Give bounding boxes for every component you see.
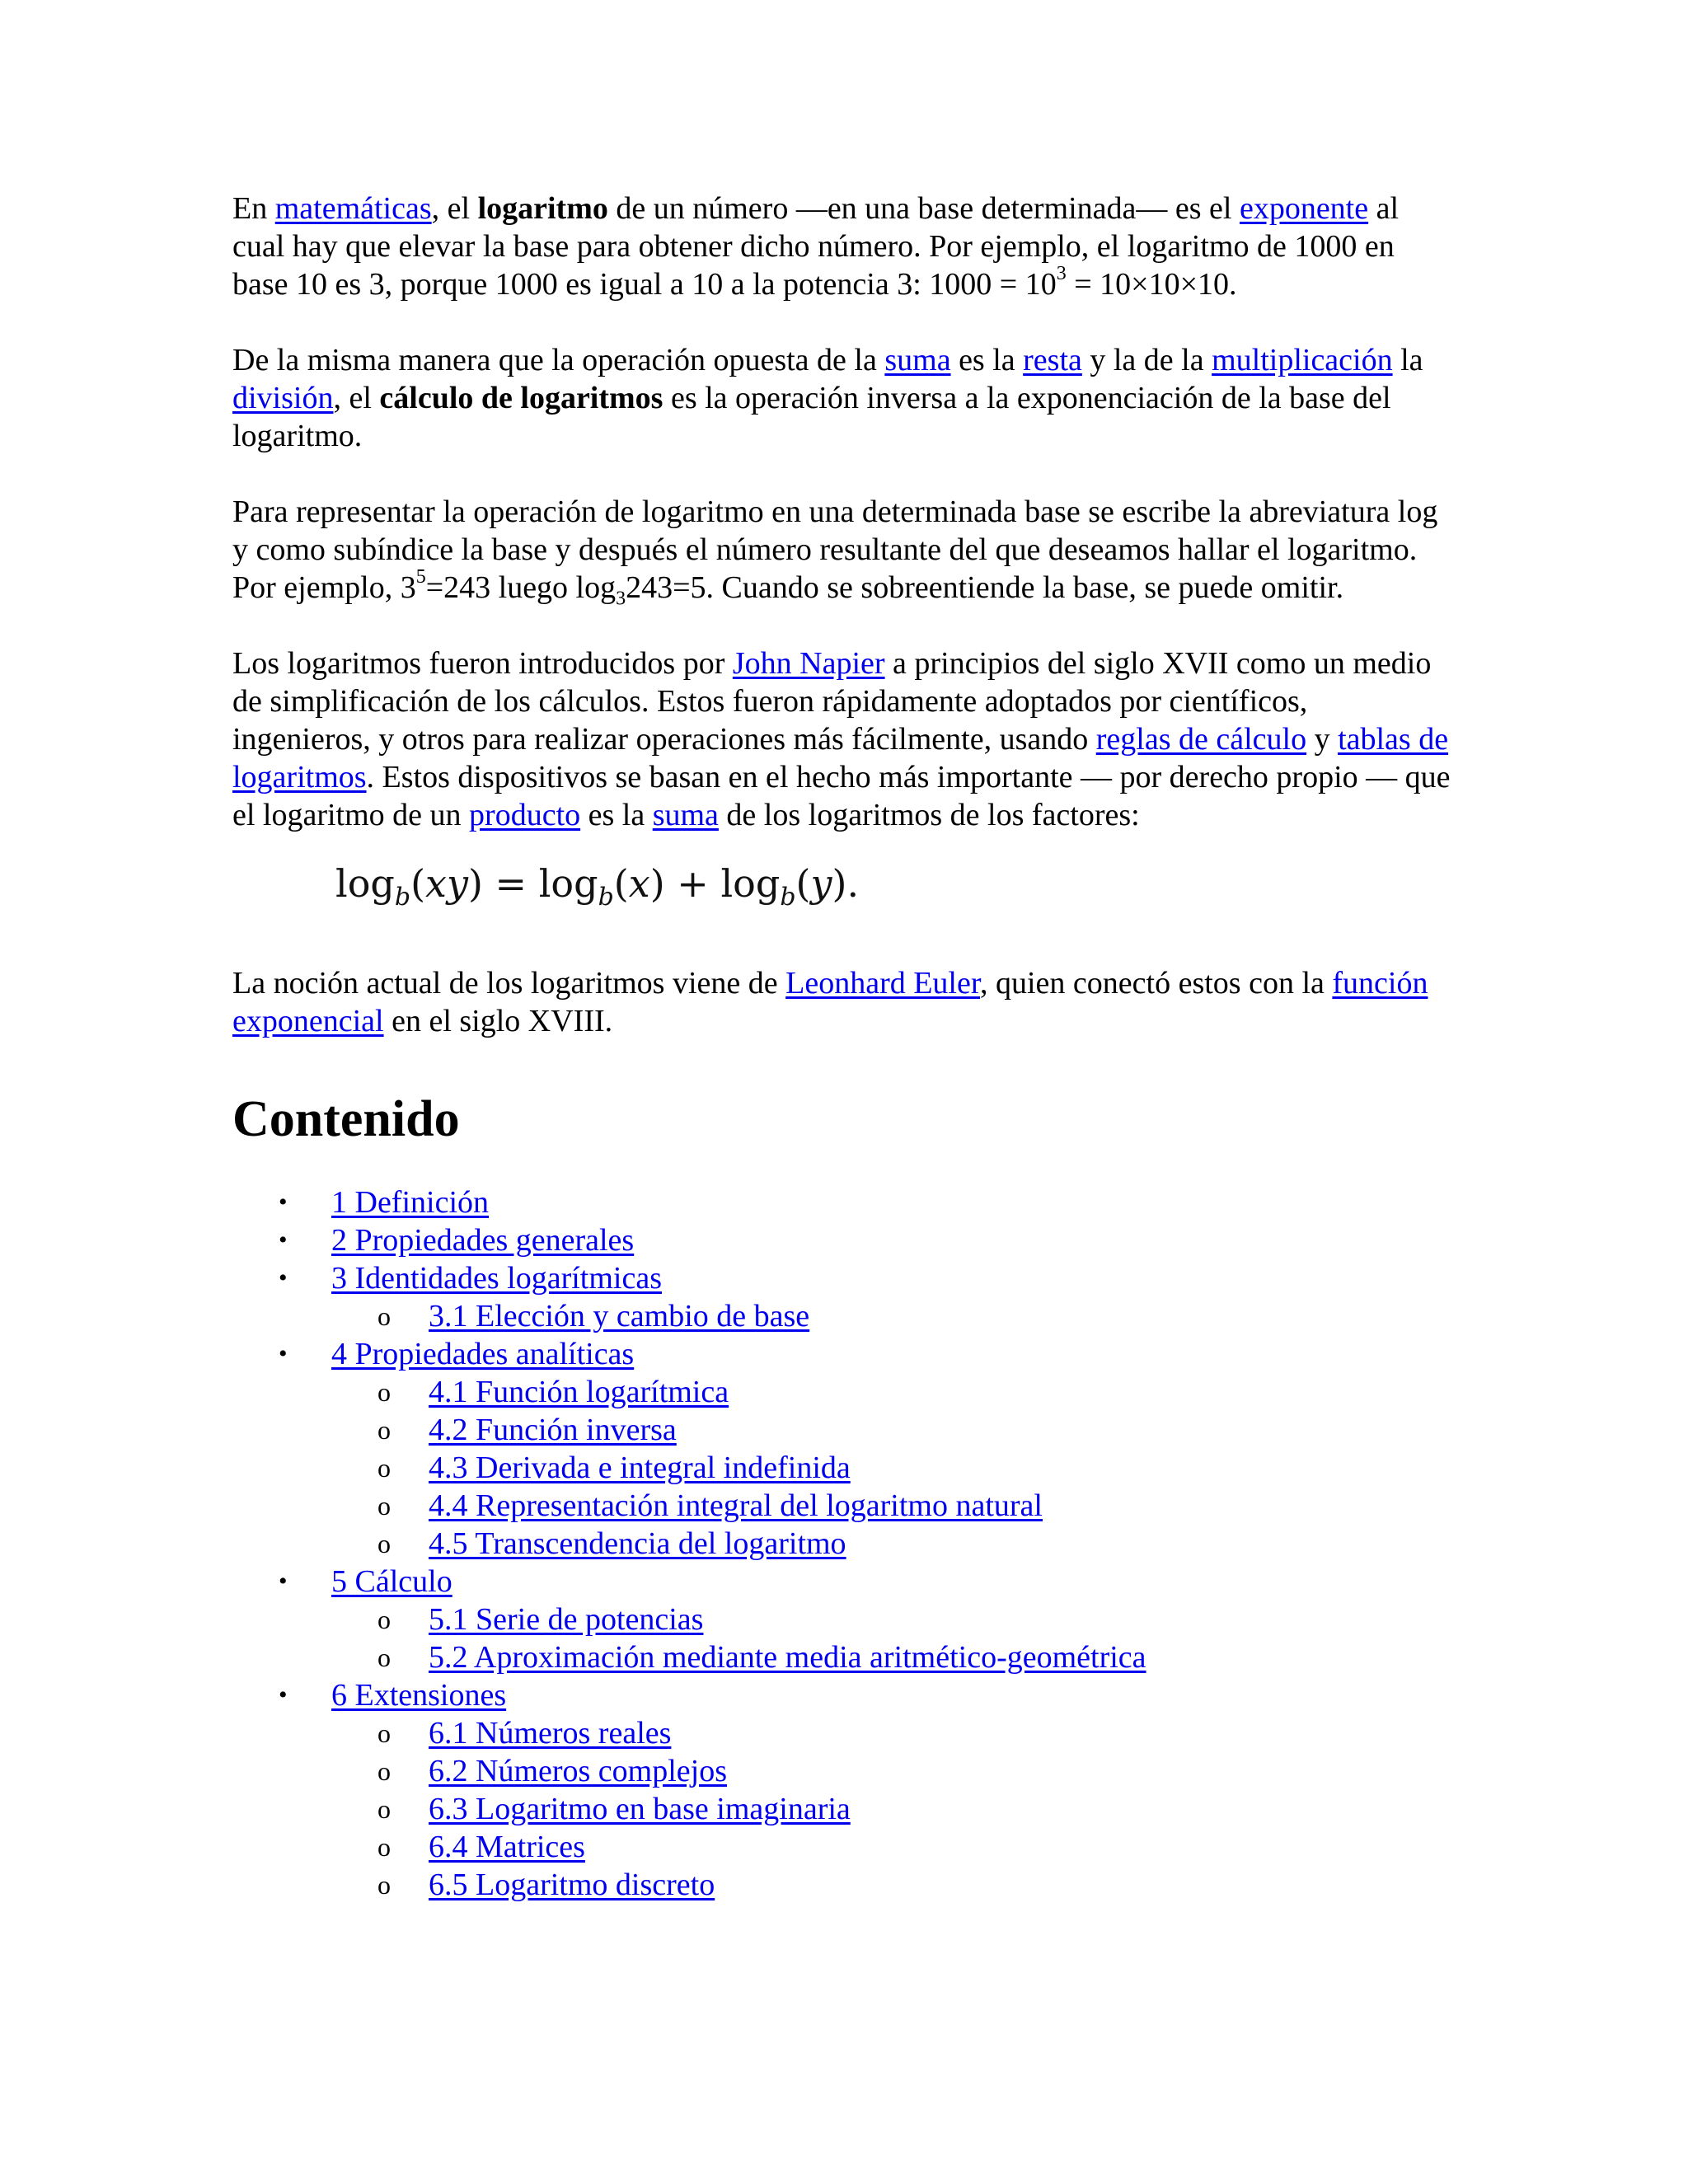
- bullet-icon: •: [279, 1681, 288, 1708]
- toc-link-calculo[interactable]: 5 Cálculo: [331, 1564, 452, 1599]
- link-resta[interactable]: resta: [1023, 343, 1082, 377]
- toc-subitem: [232, 1714, 1452, 1752]
- product-rule-formula: $\log_b(xy) = \log_b(x) + \log_b(y)$.: [335, 861, 860, 912]
- toc-link-representacion-integral[interactable]: 4.4 Representación integral del logaritmo natural: [429, 1488, 1043, 1523]
- toc-link-definicion[interactable]: 1 Definición: [331, 1185, 490, 1220]
- toc-item: [232, 1183, 1452, 1221]
- bullet-icon: •: [279, 1264, 288, 1291]
- toc-subitem: [232, 1866, 1452, 1904]
- toc-link-eleccion-cambio-base[interactable]: 3.1 Elección y cambio de base: [429, 1299, 810, 1333]
- superscript: 5: [415, 566, 426, 588]
- bullet-icon: •: [279, 1340, 288, 1367]
- link-exponente[interactable]: exponente: [1239, 191, 1369, 226]
- circle-bullet-icon: o: [377, 1605, 391, 1634]
- toc-item: [232, 1335, 1452, 1373]
- bullet-icon: •: [279, 1188, 288, 1216]
- toc-link-propiedades-analiticas[interactable]: 4 Propiedades analíticas: [331, 1337, 635, 1371]
- link-suma-2[interactable]: suma: [652, 798, 719, 832]
- toc-item: [232, 1221, 1452, 1259]
- link-reglas-de-calculo[interactable]: reglas de cálculo: [1095, 722, 1307, 757]
- toc-link-propiedades-generales[interactable]: 2 Propiedades generales: [331, 1223, 635, 1258]
- superscript: 3: [1056, 263, 1067, 285]
- toc-item: [232, 1259, 1452, 1297]
- circle-bullet-icon: o: [377, 1415, 391, 1445]
- toc-subitem: [232, 1449, 1452, 1487]
- toc-link-logaritmo-discreto[interactable]: 6.5 Logaritmo discreto: [429, 1868, 715, 1902]
- circle-bullet-icon: o: [377, 1794, 391, 1824]
- history-paragraph: Los logaritmos fueron introducidos por John Napier a principios del siglo XVII como un medio de simplificación de los cálculos. Estos fueron rápidamente adoptados por científicos, ingenieros, y otros para realizar operaciones más fácilmente, usando reglas de cálculo y tablas de logaritmos. Estos dispositivos se basan en el hecho más importante — por derecho propio — que el logaritmo de un producto es la suma de los logaritmos de los factores:: [232, 646, 1451, 832]
- bullet-icon: •: [279, 1226, 288, 1254]
- toc-link-aproximacion-media[interactable]: 5.2 Aproximación mediante media aritmético-geométrica: [429, 1640, 1146, 1675]
- toc-link-extensiones[interactable]: 6 Extensiones: [331, 1678, 507, 1713]
- toc-link-derivada-integral[interactable]: 4.3 Derivada e integral indefinida: [429, 1451, 851, 1485]
- subscript: 3: [616, 588, 626, 610]
- circle-bullet-icon: o: [377, 1491, 391, 1521]
- toc-subitem: [232, 1525, 1452, 1563]
- toc-subitem: [232, 1297, 1452, 1335]
- toc-subitem: [232, 1752, 1452, 1790]
- bold-calculo-de-logaritmos: cálculo de logaritmos: [379, 381, 663, 415]
- table-of-contents: [232, 1183, 1452, 1904]
- bold-logaritmo: logaritmo: [477, 191, 608, 226]
- link-john-napier[interactable]: John Napier: [732, 646, 885, 681]
- link-leonhard-euler[interactable]: Leonhard Euler: [785, 966, 980, 1001]
- toc-link-matrices[interactable]: 6.4 Matrices: [429, 1830, 585, 1864]
- toc-link-numeros-complejos[interactable]: 6.2 Números complejos: [429, 1754, 728, 1788]
- link-division[interactable]: división: [232, 381, 334, 415]
- toc-link-base-imaginaria[interactable]: 6.3 Logaritmo en base imaginaria: [429, 1792, 851, 1826]
- inverse-operation-paragraph: De la misma manera que la operación opuesta de la suma es la resta y la de la multiplicación la división, el cálculo de logaritmos es la operación inversa a la exponenciación de la base del logaritmo.: [232, 343, 1423, 453]
- toc-link-funcion-inversa[interactable]: 4.2 Función inversa: [429, 1413, 677, 1447]
- circle-bullet-icon: o: [377, 1756, 391, 1786]
- link-suma[interactable]: suma: [884, 343, 951, 377]
- toc-subitem: [232, 1790, 1452, 1828]
- toc-subitem: [232, 1411, 1452, 1449]
- toc-item: [232, 1676, 1452, 1714]
- toc-subitem: [232, 1487, 1452, 1525]
- link-funcion-exponencial[interactable]: función exponencial: [232, 966, 1428, 1038]
- euler-paragraph: La noción actual de los logaritmos viene de Leonhard Euler, quien conectó estos con la función exponencial en el siglo XVIII.: [232, 966, 1428, 1038]
- toc-item: [232, 1563, 1452, 1601]
- toc-link-funcion-logaritmica[interactable]: 4.1 Función logarítmica: [429, 1375, 729, 1409]
- circle-bullet-icon: o: [377, 1718, 391, 1748]
- bullet-icon: •: [279, 1568, 288, 1595]
- circle-bullet-icon: o: [377, 1301, 391, 1331]
- circle-bullet-icon: o: [377, 1643, 391, 1672]
- toc-link-identidades-logaritmicas[interactable]: 3 Identidades logarítmicas: [331, 1261, 662, 1296]
- circle-bullet-icon: o: [377, 1870, 391, 1900]
- toc-subitem: [232, 1828, 1452, 1866]
- toc-link-numeros-reales[interactable]: 6.1 Números reales: [429, 1716, 672, 1750]
- toc-link-serie-potencias[interactable]: 5.1 Serie de potencias: [429, 1602, 704, 1637]
- circle-bullet-icon: o: [377, 1453, 391, 1483]
- link-matematicas[interactable]: matemáticas: [274, 191, 432, 226]
- circle-bullet-icon: o: [377, 1832, 391, 1862]
- toc-subitem: [232, 1373, 1452, 1411]
- link-multiplicacion[interactable]: multiplicación: [1212, 343, 1393, 377]
- notation-paragraph: Para representar la operación de logaritmo en una determinada base se escribe la abreviatura log y como subíndice la base y después el número resultante del que deseamos hallar el logaritmo. Por ejemplo, $3^5=243$ luego $\log_3243=5$. Cuando se sobreentiende la base, se puede omitir.: [232, 494, 1438, 610]
- circle-bullet-icon: o: [377, 1529, 391, 1558]
- document-page: [232, 190, 1452, 1904]
- intro-paragraph: En matemáticas, el logaritmo de un número —en una base determinada— es el exponente al cual hay que elevar la base para obtener dicho número. Por ejemplo, el logaritmo de 1000 en base 10 es 3, porque 1000 es igual a 10 a la potencia 3: $1000 = 10^3 = 10\times 10\times 10$.: [232, 191, 1400, 302]
- circle-bullet-icon: o: [377, 1377, 391, 1407]
- link-producto[interactable]: producto: [469, 798, 581, 832]
- toc-subitem: [232, 1638, 1452, 1676]
- link-tablas-de-logaritmos[interactable]: tablas de logaritmos: [232, 722, 1449, 794]
- toc-link-transcendencia[interactable]: 4.5 Transcendencia del logaritmo: [429, 1526, 846, 1561]
- contents-heading: Contenido: [232, 1091, 460, 1147]
- toc-subitem: [232, 1601, 1452, 1638]
